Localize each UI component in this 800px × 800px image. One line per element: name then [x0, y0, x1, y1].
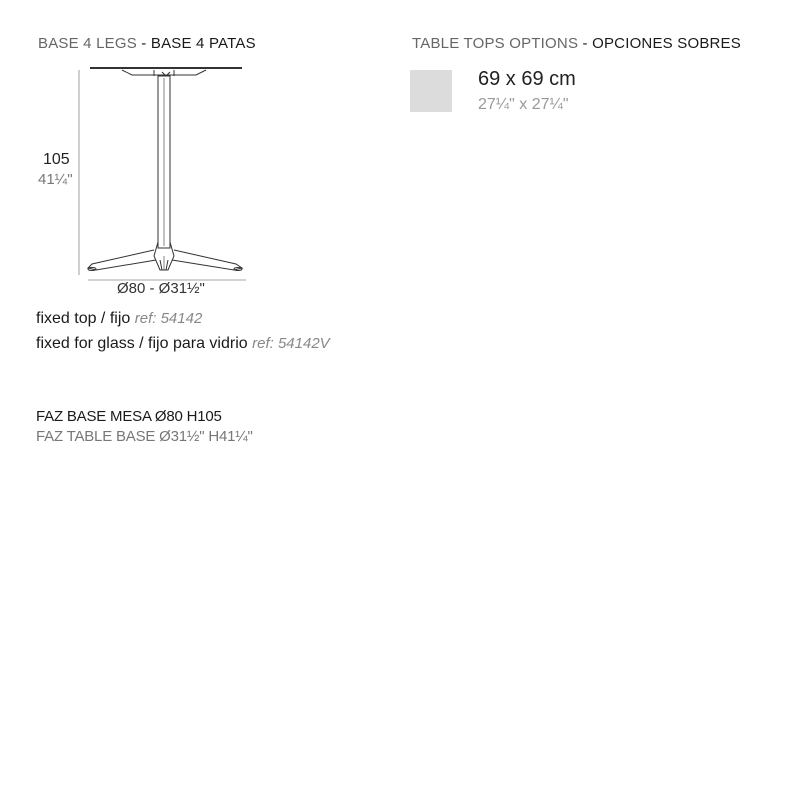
product-name-es: FAZ BASE MESA Ø80 H105: [36, 408, 222, 425]
right-leg: [172, 250, 242, 270]
left-heading-en: BASE 4 LEGS: [38, 35, 137, 52]
right-heading-separator: -: [578, 35, 593, 52]
left-heading: [38, 35, 256, 52]
left-heading-separator: -: [136, 35, 151, 52]
right-heading: [412, 35, 741, 52]
left-heading-es: BASE 4 PATAS: [150, 35, 256, 52]
option-ref: ref: 54142: [134, 310, 203, 327]
option-ref: ref: 54142V: [252, 335, 330, 352]
option-text: fixed top / fijo: [36, 310, 131, 327]
height-dim-in: 41¼": [38, 171, 73, 188]
table-top-size-in: 27¼" x 27¼": [478, 96, 569, 113]
table-top-size-cm: 69 x 69 cm: [478, 68, 576, 90]
option-line-fixed-glass: [36, 335, 330, 353]
height-dim-cm: 105: [43, 151, 70, 168]
option-text: fixed for glass / fijo para vidrio: [36, 335, 248, 352]
table-top-swatch: [410, 70, 452, 112]
product-name-en: FAZ TABLE BASE Ø31½" H41¼": [36, 428, 253, 445]
left-leg: [88, 250, 156, 270]
option-line-fixed-top: [36, 310, 202, 328]
right-heading-en: TABLE TOPS OPTIONS: [412, 35, 579, 52]
width-dim-label: Ø80 - Ø31½": [117, 280, 205, 297]
right-heading-es: OPCIONES SOBRES: [592, 35, 741, 52]
